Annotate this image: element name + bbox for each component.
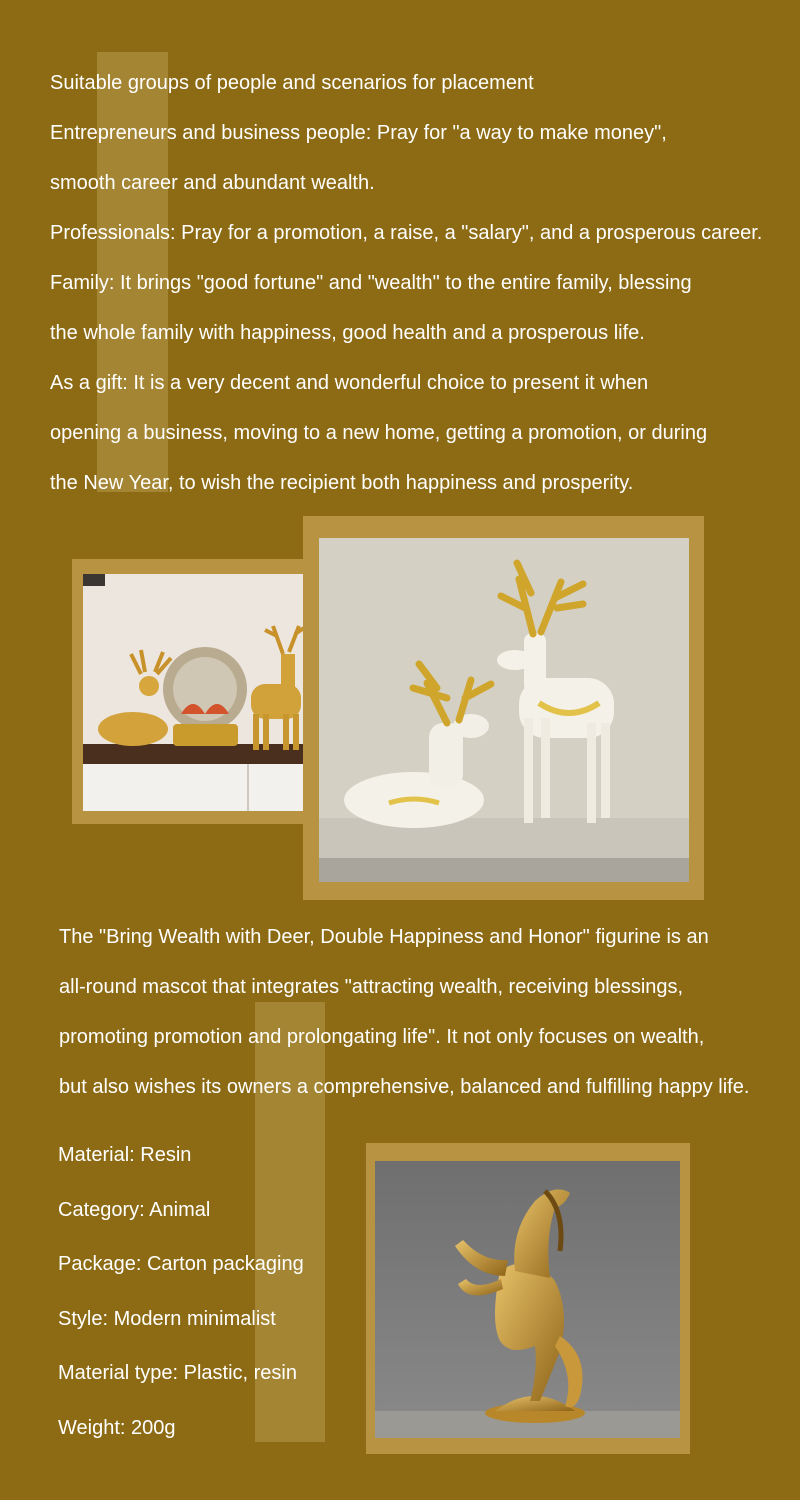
intro-heading: Suitable groups of people and scenarios for placement (50, 72, 534, 94)
intro-line: opening a business, moving to a new home, getting a promotion, or during (50, 422, 708, 444)
spec-weight: Weight: 200g (58, 1416, 176, 1439)
golden-horse-image (375, 1161, 680, 1438)
intro-line: Entrepreneurs and business people: Pray for "a way to make money", (50, 122, 667, 144)
spec-material: Material: Resin (58, 1144, 192, 1166)
description-section (59, 912, 799, 1112)
left-product-photo (83, 574, 339, 811)
intro-line: smooth career and abundant wealth. (50, 172, 375, 194)
intro-section (50, 58, 800, 508)
spec-category: Category: Animal (58, 1198, 211, 1221)
product-specs (58, 1128, 304, 1455)
description-line: but also wishes its owners a comprehensive, balanced and fulfilling happy life. (59, 1076, 750, 1098)
description-line: all-round mascot that integrates "attracting wealth, receiving blessings, (59, 976, 684, 998)
spec-material-type: Material type: Plastic, resin (58, 1362, 297, 1384)
intro-line: Family: It brings "good fortune" and "wealth" to the entire family, blessing (50, 272, 692, 294)
intro-line: Professionals: Pray for a promotion, a raise, a "salary", and a prosperous career. (50, 222, 763, 244)
gold-deer-figurines-image (83, 574, 339, 811)
intro-line: As a gift: It is a very decent and wonderful choice to present it when (50, 372, 649, 394)
intro-line: the whole family with happiness, good health and a prosperous life. (50, 322, 645, 344)
horse-product-photo (375, 1161, 680, 1438)
white-deer-figurines-image (319, 538, 689, 882)
description-line: promoting promotion and prolongating life". It not only focuses on wealth, (59, 1026, 705, 1048)
intro-line: the New Year, to wish the recipient both happiness and prosperity. (50, 472, 634, 494)
spec-package: Package: Carton packaging (58, 1253, 304, 1275)
spec-style: Style: Modern minimalist (58, 1307, 276, 1330)
description-line: The "Bring Wealth with Deer, Double Happiness and Honor" figurine is an (59, 926, 709, 948)
right-product-photo (319, 538, 689, 882)
